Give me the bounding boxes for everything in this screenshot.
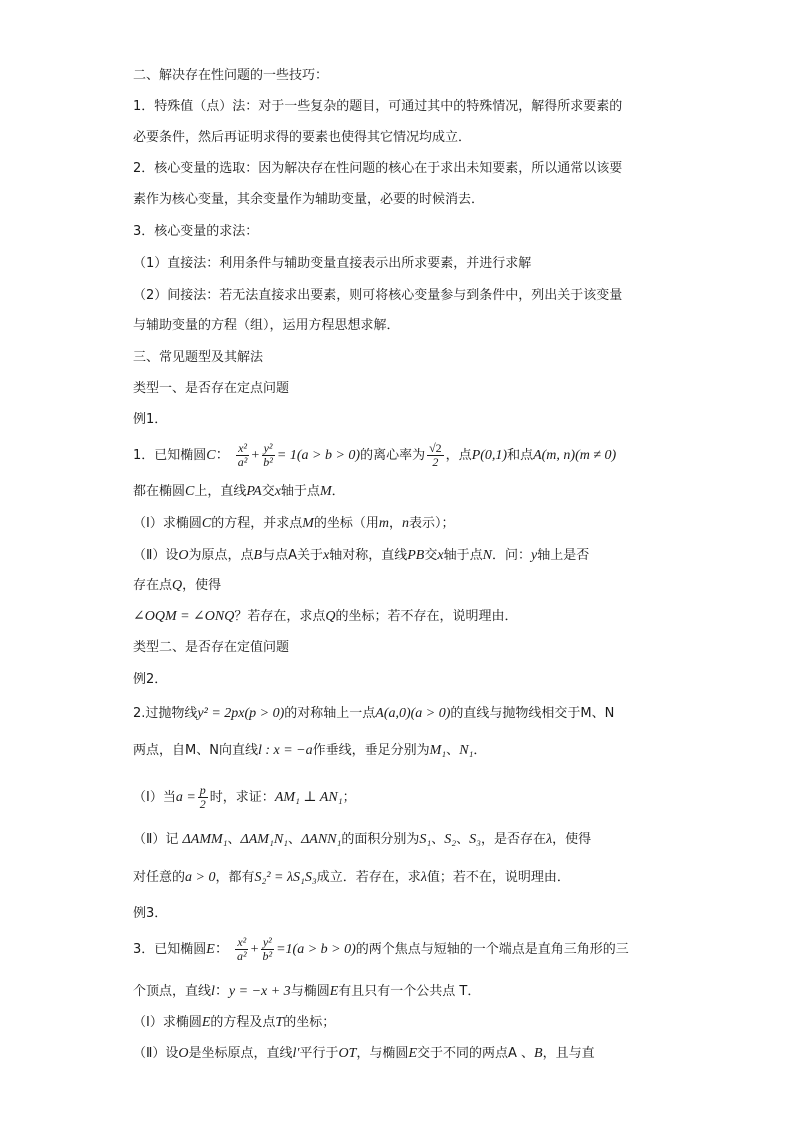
question-2-line-2: 两点，自M、N向直线l : x = −a作垂线，垂足分别为M₁、N₁．: [133, 743, 487, 758]
example-label-3: 例3．: [133, 906, 168, 921]
paragraph-line: （2）间接法：若无法直接求出要素，则可将核心变量参与到条件中，列出关于该变量: [133, 288, 623, 303]
section-heading-techniques: 二、解决存在性问题的一些技巧：: [133, 68, 329, 83]
paragraph-line: 与辅助变量的方程（组），运用方程思想求解．: [133, 318, 400, 333]
paragraph-line: （1）直接法：利用条件与辅助变量直接表示出所求要素，并进行求解: [133, 256, 532, 271]
question-3-part-2: （Ⅱ）设O是坐标原点，直线l′平行于OT，与椭圆E交于不同的两点A 、B，且与直: [133, 1046, 595, 1061]
paragraph-line: 素作为核心变量，其余变量作为辅助变量，必要的时候消去．: [133, 192, 485, 207]
paragraph-line: 1．特殊值（点）法：对于一些复杂的题目，可通过其中的特殊情况，解得所求要素的: [133, 99, 623, 114]
question-3-line-1: 3．已知椭圆E： $\frac{\text{x²}}{\text{a²}}$ + $\frac{\text{y²}}{\text{b²}}$ =1(a > b > 0)的两个焦点与短轴的一个端点是直角三角形的三: [133, 935, 629, 963]
paragraph-line: 3．核心变量的求法：: [133, 224, 259, 239]
section-heading-types: 三、常见题型及其解法: [133, 350, 264, 365]
question-3-part-1: （Ⅰ）求椭圆E的方程及点T的坐标；: [133, 1015, 336, 1030]
question-1-line-1: 1．已知椭圆C： $\frac{\text{x²}}{\text{a²}}$ + $\frac{\text{y²}}{\text{b²}}$ = 1(a > b > 0)的离心率为 $\frac{√2}{2}$ ，点P(0,1)和点A(m, n)(m ≠ 0): [133, 441, 617, 469]
question-1-part-2-cont: 存在点Q，使得: [133, 578, 222, 593]
example-label-1: 例1．: [133, 412, 168, 427]
paragraph-line: 必要条件，然后再证明求得的要素也使得其它情况均成立．: [133, 130, 472, 145]
type-heading-2: 类型二、是否存在定值问题: [133, 640, 290, 655]
type-heading-1: 类型一、是否存在定点问题: [133, 381, 290, 396]
question-1-line-2: 都在椭圆C上，直线PA交x轴于点M．: [133, 484, 345, 499]
question-2-part-2: （Ⅱ）记 ΔAMM₁、ΔAM₁N₁、ΔANN₁的面积分别为S₁、S₂、S₃，是否存在λ，使得: [133, 832, 592, 847]
question-2-line-1: 2.过抛物线y² = 2px(p > 0)的对称轴上一点A(a,0)(a > 0)的直线与抛物线相交于M、N: [133, 706, 615, 721]
paragraph-line: 2．核心变量的选取：因为解决存在性问题的核心在于求出未知要素，所以通常以该要: [133, 161, 623, 176]
question-2-part-1: （Ⅰ）当a = $\frac{p}{2}$ 时，求证：AM₁ ⊥ AN₁；: [133, 783, 356, 811]
example-label-2: 例2．: [133, 672, 168, 687]
question-1-part-1: （Ⅰ）求椭圆C的方程，并求点M的坐标（用m，n表示）；: [133, 516, 455, 531]
question-1-part-2: （Ⅱ）设O为原点，点B与点A关于x轴对称，直线PB交x轴于点N．问：y轴上是否: [133, 548, 590, 563]
question-1-part-2-cont2: ∠OQM = ∠ONQ？若存在，求点Q的坐标；若不存在，说明理由．: [133, 609, 518, 624]
question-3-line-2: 个顶点，直线l：y = −x + 3与椭圆E有且只有一个公共点 T．: [133, 984, 481, 999]
question-2-part-2-cont: 对任意的a > 0，都有S₂² = λS₁S₃成立．若存在，求λ值；若不在，说明理由．: [133, 870, 570, 885]
